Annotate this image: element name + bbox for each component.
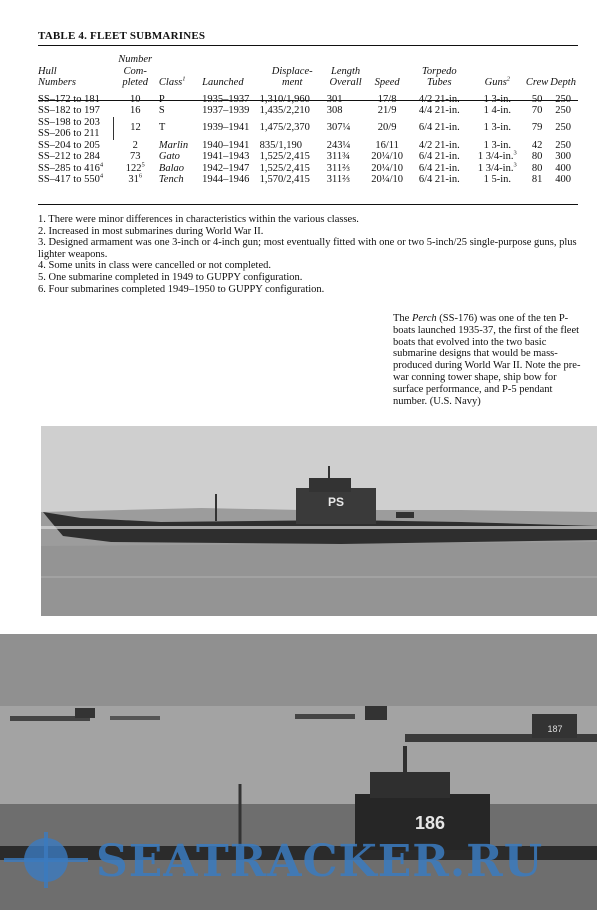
torpedo-tubes-cell: 4/2 21-in. (418, 93, 460, 105)
torpedo-tubes-cell: 6/4 21-in. (418, 174, 460, 185)
table-title: TABLE 4. FLEET SUBMARINES (38, 30, 206, 42)
speed-cell: 20¼/10 (371, 162, 404, 174)
watermark-emblem-icon (4, 832, 88, 888)
guns-header: Guns$^2$ (484, 75, 511, 88)
class-cell: T (158, 122, 166, 134)
guns-cell: 1 4-in. (483, 105, 512, 116)
displacement-cell: 1,525/2,415 (259, 162, 310, 174)
torpedo-tubes-cell: 6/4 21-in. (418, 162, 460, 174)
speed-cell: 20¼/10 (371, 174, 404, 185)
torpedo-tubes-cell: 6/4 21-in. (418, 122, 460, 134)
guns-cell: 1 3-in. (483, 139, 512, 151)
crew-cell: 80 (531, 151, 543, 162)
torpedo-tubes-cell: 4/2 21-in. (418, 139, 460, 151)
launched-cell: 1939–1941 (202, 122, 250, 134)
table-row (38, 117, 578, 140)
footnote-1: 1. There were minor differences in characteristics within the various classes. (38, 214, 359, 225)
fleet-submarines-table (38, 54, 578, 186)
hull-numbers-cell: SS–212 to 284 (38, 151, 100, 162)
speed-cell: 17/8 (377, 93, 397, 105)
depth-cell: 250 (555, 93, 571, 105)
speed-cell: 20¼/10 (371, 151, 404, 162)
launched-cell: 1937–1939 (202, 105, 250, 116)
hull-numbers-cell: SS–204 to 205 (38, 139, 100, 151)
far-hull-number: 187 (547, 724, 563, 734)
number-completed-cell: 2 (132, 139, 138, 151)
crew-cell: 81 (531, 174, 543, 185)
near-hull-number: 186 (414, 813, 446, 833)
guns-cell: 1 5-in. (483, 174, 512, 185)
depth-header: Depth (550, 77, 576, 88)
number-completed-header: Number Com- pleted (118, 54, 153, 88)
depth-cell: 400 (555, 174, 571, 185)
speed-cell: 21/9 (377, 105, 397, 116)
class-cell: S (158, 105, 165, 116)
launched-cell: 1940–1941 (202, 139, 250, 151)
table-footnotes (38, 214, 583, 295)
length-header: Length Overall (329, 65, 362, 88)
displacement-cell: 835/1,190 (259, 139, 302, 151)
footnote-5: 5. One submarine completed in 1949 to GUPPY configuration. (38, 271, 303, 283)
footnote-3: 3. Designed armament was one 3-inch or 4-inch gun; most eventually fitted with one or two 5-inch/25 single-purpose guns, plus lighter weapons. (38, 237, 577, 260)
footnote-4: 4. Some units in class were cancelled or not completed. (38, 260, 271, 272)
launched-cell: 1935–1937 (202, 93, 250, 105)
class-cell: Balao (158, 162, 184, 174)
length-cell: 301 (326, 93, 343, 105)
depth-cell: 250 (555, 105, 571, 116)
class-cell: P (158, 93, 165, 105)
guns-cell: 1 3-in. (483, 93, 512, 105)
crew-cell: 79 (531, 122, 543, 134)
photo-caption: The Perch (SS-176) was one of the ten P-boats launched 1935-37, the first of the fleet boats that evolved into the two basic submarine designs that would be mass-produced during World War II. Note the pre-war conning tower shape, ship bow for surface performance, and P-5 pendant number. (U.S. Navy) (393, 313, 581, 407)
perch-submarine-photo (41, 426, 597, 616)
table-row (38, 140, 578, 152)
perch-submarine-drawing (41, 426, 597, 616)
number-completed-cell: $31^6$ (128, 172, 143, 185)
footnote-2: 2. Increased in most submarines during World War II. (38, 225, 264, 237)
guns-cell: 1 3-in. (483, 122, 512, 134)
table-row (38, 94, 578, 106)
speed-header: Speed (374, 77, 400, 88)
length-cell: 308 (326, 105, 343, 116)
launched-cell: 1942–1947 (202, 162, 250, 174)
depth-cell: 250 (555, 139, 571, 151)
speed-cell: 16/11 (375, 139, 399, 151)
crew-cell: 80 (531, 162, 543, 174)
class-cell: Tench (158, 174, 184, 185)
class-header: Class$^1$ (158, 75, 186, 88)
class-cell: Gato (158, 151, 180, 162)
hull-numbers-cell: SS–182 to 197 (38, 105, 100, 116)
length-cell: 307¼ (326, 122, 351, 134)
class-cell: Marlin (158, 139, 189, 151)
number-completed-cell: 16 (129, 105, 141, 116)
table-row (38, 174, 578, 186)
ship-name: Perch (411, 313, 437, 324)
torpedo-tubes-cell: 4/4 21-in. (418, 105, 460, 116)
table-row (38, 151, 578, 163)
depth-cell: 250 (555, 122, 571, 134)
launched-header: Launched (202, 77, 244, 88)
table-header-row (38, 54, 578, 94)
launched-cell: 1941–1943 (202, 151, 250, 162)
displacement-header: Displace- ment (271, 65, 313, 88)
length-cell: 311¾ (326, 151, 351, 162)
torpedo-tubes-cell: 6/4 21-in. (418, 151, 460, 162)
torpedo-tubes-header: Torpedo Tubes (421, 65, 457, 88)
crew-cell: 50 (531, 93, 543, 105)
table-row (38, 163, 578, 175)
length-cell: 311⅔ (326, 174, 351, 185)
length-cell: 311⅔ (326, 162, 351, 174)
table-top-rule (38, 45, 578, 46)
hull-numbers-cell: SS–198 to 203 SS–206 to 211 (38, 117, 113, 140)
crew-cell: 70 (531, 105, 543, 116)
footnote-6: 6. Four submarines completed 1949–1950 to GUPPY configuration. (38, 283, 325, 295)
displacement-cell: 1,525/2,415 (259, 151, 310, 162)
guns-cell: 1 3/4-in.$^3$ (477, 149, 517, 162)
displacement-cell: 1,435/2,210 (259, 105, 310, 116)
crew-header: Crew (525, 77, 549, 88)
table-bottom-rule (38, 204, 578, 205)
table-row (38, 105, 578, 117)
displacement-cell: 1,570/2,415 (259, 174, 310, 185)
number-completed-cell: $122^5$ (125, 161, 145, 174)
hull-numbers-header: Hull Numbers (38, 65, 76, 88)
speed-cell: 20/9 (377, 122, 397, 134)
hull-numbers-cell: SS–172 to 181 (38, 93, 100, 105)
depth-cell: 300 (555, 151, 571, 162)
length-cell: 243¼ (326, 139, 351, 151)
hull-numbers-cell: SS–285 to $416^4$ (38, 161, 104, 174)
displacement-cell: 1,310/1,960 (259, 93, 310, 105)
displacement-cell: 1,475/2,370 (259, 122, 310, 134)
tower-marking: PS (327, 495, 345, 509)
depth-cell: 400 (555, 162, 571, 174)
number-completed-cell: 73 (129, 151, 141, 162)
watermark-text: SEATRACKER.RU (96, 836, 544, 887)
number-completed-cell: 10 (129, 93, 141, 105)
number-completed-cell: 12 (130, 122, 141, 134)
hull-numbers-cell: SS–417 to $550^4$ (38, 172, 104, 185)
launched-cell: 1944–1946 (202, 174, 250, 185)
guns-cell: 1 3/4-in.$^3$ (477, 161, 517, 174)
crew-cell: 42 (531, 139, 543, 151)
